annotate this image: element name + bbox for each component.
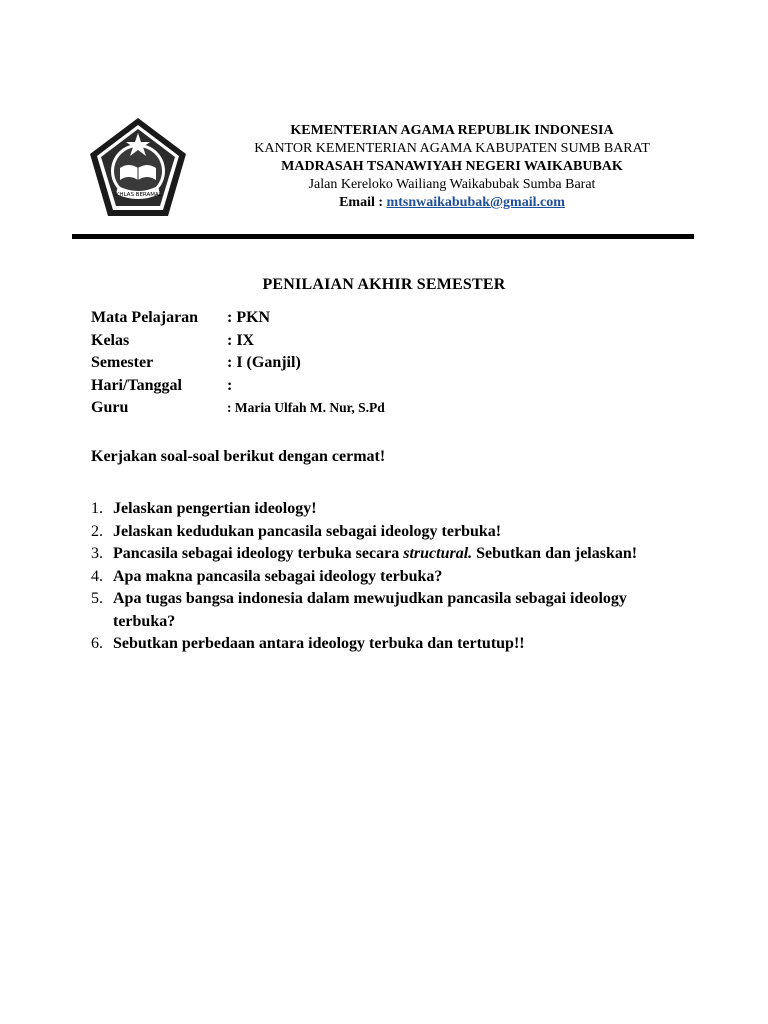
info-label: Kelas [91, 331, 130, 349]
question-text-part: Pancasila sebagai ideology terbuka secara [113, 545, 404, 562]
question-text: Jelaskan pengertian ideology! [113, 500, 317, 517]
info-row [91, 352, 385, 375]
instruction: Kerjakan soal-soal berikut dengan cermat! [91, 448, 386, 465]
exam-info [91, 307, 385, 420]
office-name: KANTOR KEMENTERIAN AGAMA KABUPATEN SUMB BARAT [254, 141, 650, 156]
header-divider [72, 234, 694, 239]
question-item [91, 498, 691, 521]
question-item [91, 566, 691, 589]
info-value: : PKN [227, 309, 271, 326]
question-list [91, 498, 691, 656]
question-item [91, 543, 691, 566]
question-text: Jelaskan kedudukan pancasila sebagai ideology terbuka! [113, 522, 502, 540]
letterhead [230, 122, 674, 212]
email-label: Email : [339, 195, 387, 210]
school-name: MADRASAH TSANAWIYAH NEGERI WAIKABUBAK [281, 159, 623, 174]
question-number: 3. [91, 545, 103, 562]
ministry-name: KEMENTERIAN AGAMA REPUBLIK INDONESIA [290, 123, 614, 138]
info-label: Semester [91, 354, 154, 371]
question-emphasis: structural. [403, 545, 473, 562]
email-line [230, 194, 674, 212]
info-value: : I (Ganjil) [227, 354, 301, 371]
email-link[interactable]: mtsnwaikabubak@gmail.com [386, 195, 565, 210]
info-value: : [227, 376, 233, 394]
info-row [91, 307, 385, 330]
question-number: 5. [91, 590, 103, 607]
page-title: PENILAIAN AKHIR SEMESTER [262, 276, 506, 293]
ministry-logo [88, 116, 188, 220]
question-text: Apa makna pancasila sebagai ideology terbuka? [113, 567, 443, 585]
info-value: : Maria Ulfah M. Nur, S.Pd [227, 400, 385, 415]
info-label: Mata Pelajaran [91, 309, 199, 326]
info-value: : IX [227, 331, 255, 349]
question-number: 4. [91, 567, 103, 585]
question-text: Sebutkan perbedaan antara ideology terbuka dan tertutup!! [113, 635, 525, 652]
question-number: 6. [91, 635, 103, 652]
question-number: 2. [91, 522, 103, 540]
question-number: 1. [91, 500, 103, 517]
question-item [91, 588, 691, 633]
info-row [91, 397, 385, 420]
question-text-part: Sebutkan dan jelaskan! [472, 545, 638, 562]
logo-text: IKHLAS BERAMAL [114, 192, 162, 198]
question-text [113, 545, 637, 562]
info-row [91, 375, 385, 398]
info-label: Hari/Tanggal [91, 376, 182, 394]
question-text: Apa tugas bangsa indonesia dalam mewujudkan pancasila sebagai ideology terbuka? [113, 590, 627, 630]
info-label: Guru [91, 399, 129, 416]
school-address: Jalan Kereloko Wailiang Waikabubak Sumba Barat [308, 177, 596, 192]
info-row [91, 330, 385, 353]
question-item [91, 521, 691, 544]
question-item [91, 633, 691, 656]
